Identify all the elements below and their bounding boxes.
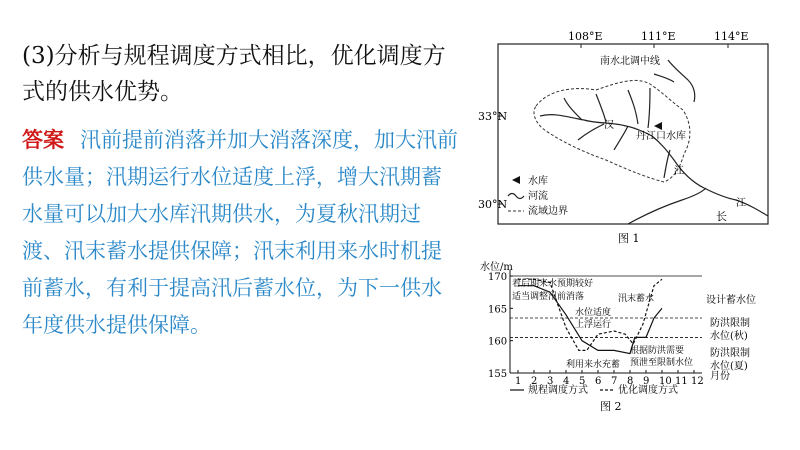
label-summer-limit-2: 水位(夏) <box>710 361 748 372</box>
x-tick-label: 2 <box>531 376 538 387</box>
reservoir-label: 丹江口水库 <box>636 131 686 142</box>
figure1-caption: 图 1 <box>618 232 640 245</box>
answer-block <box>22 121 462 344</box>
x-tick-label: 11 <box>675 376 688 387</box>
legend-reservoir: 水库 <box>528 176 548 187</box>
y-tick-label: 165 <box>488 304 508 316</box>
x-tick-label: 12 <box>691 376 704 387</box>
figure1-map <box>478 28 778 250</box>
jiang2-label: 江 <box>736 198 746 209</box>
jiang-label: 江 <box>674 166 684 177</box>
annotation-float2: 上浮运行 <box>575 320 612 330</box>
lon-label-108: 108°E <box>568 30 603 43</box>
lon-label-111: 111°E <box>641 30 676 43</box>
x-tick-label: 1 <box>515 376 522 387</box>
question-text: (3)分析与规程调度方式相比，优化调度方式的供水优势。 <box>22 43 446 105</box>
x-tick-label: 8 <box>627 376 634 387</box>
label-summer-limit-1: 防洪限制 <box>710 348 750 359</box>
annotation-expect: 着后期来水预期较好 <box>512 279 594 289</box>
x-tick-label: 4 <box>563 376 570 387</box>
annotation-flood1: 根据防洪需要 <box>630 346 685 356</box>
y-axis-label: 水位/m <box>480 262 513 273</box>
annotation-end-store: 汛末蓄水 <box>618 294 655 304</box>
label-autumn-limit-2: 水位(秋) <box>710 331 748 342</box>
label-design-level: 设计蓄水位 <box>706 295 756 306</box>
answer-text: 汛前提前消落并加大消落深度，加大汛前供水量；汛期运行水位适度上浮，增大汛期蓄水量可以加大水库汛期供水，为夏秋汛期过渡、汛末蓄水提供保障；汛末利用来水时机提前蓄水，有利于提高汛后蓄水位，为下一供水年度供水提供保障。 <box>22 128 458 337</box>
x-axis-unit: 月份 <box>710 371 730 382</box>
han-label: 汉 <box>604 120 614 131</box>
lat-label-30: 30°N <box>478 198 508 211</box>
lat-label-33: 33°N <box>478 110 508 123</box>
y-tick-label: 160 <box>488 336 508 348</box>
label-autumn-limit-1: 防洪限制 <box>710 318 750 329</box>
annotation-float1: 水位适度 <box>575 308 612 318</box>
x-tick-label: 7 <box>611 376 618 387</box>
x-tick-label: 9 <box>643 376 650 387</box>
x-tick-label: 5 <box>579 376 586 387</box>
y-tick-label: 170 <box>488 272 508 283</box>
figure2-chart <box>480 258 798 418</box>
y-tick-label: 155 <box>488 369 508 380</box>
x-tick-label: 10 <box>659 376 672 387</box>
legend-regular: 规程调度方式 <box>528 385 588 396</box>
legend-river: 河流 <box>528 191 548 202</box>
legend-optimized: 优化调度方式 <box>618 385 678 396</box>
chang-label: 长 <box>716 210 727 223</box>
annotation-flood2: 预泄至限制水位 <box>630 358 694 368</box>
legend-boundary: 流域边界 <box>528 206 568 217</box>
lon-label-114: 114°E <box>714 30 749 43</box>
answer-label: 答案 <box>22 127 64 152</box>
x-tick-label: 6 <box>595 376 602 387</box>
annotation-refill: 利用来水充蓄 <box>566 360 621 370</box>
x-tick-label: 3 <box>547 376 554 387</box>
annotation-adjust: 适当调整汛前消落 <box>512 292 585 302</box>
canal-label: 南水北调中线 <box>600 56 660 67</box>
figure2-caption: 图 2 <box>600 400 622 413</box>
